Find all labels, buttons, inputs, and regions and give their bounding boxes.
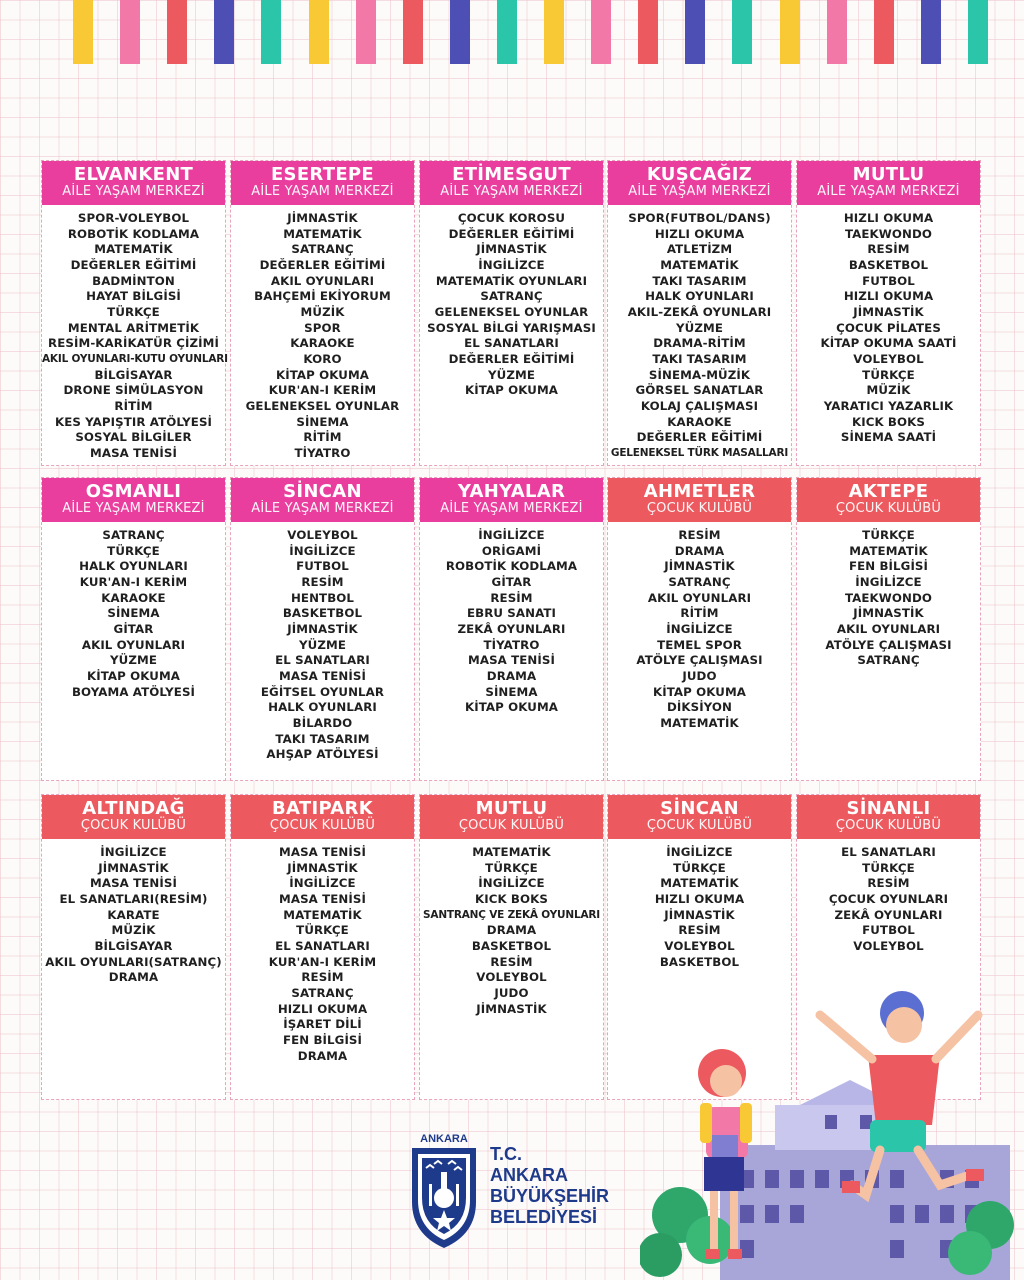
stripe (450, 0, 470, 64)
municipality-name (490, 1144, 609, 1228)
activity-item: VOLEYBOL (287, 528, 358, 542)
stripe (780, 0, 800, 64)
activity-item: GELENEKSEL OYUNLAR (434, 304, 589, 319)
activity-item: GELENEKSEL TÜRK MASALLARI (610, 446, 789, 459)
card-header (231, 795, 414, 839)
activity-item: EĞİTSEL OYUNLAR (260, 684, 385, 699)
stripe (497, 0, 517, 64)
activity-item: TÜRKÇE (862, 860, 915, 875)
activity-item: SATRANÇ (857, 653, 920, 668)
stripe (544, 0, 564, 64)
center-type: AİLE YAŞAM MERKEZİ (251, 501, 394, 516)
activity-item: TAKI TASARIM (652, 273, 747, 288)
activity-item: KARAOKE (667, 414, 732, 429)
activity-item: MATEMATİK (283, 226, 362, 241)
activity-item: EL SANATLARI (275, 653, 370, 668)
activity-item: RESİM-KARİKATÜR ÇİZİMİ (48, 336, 219, 351)
card-header (608, 478, 791, 522)
activity-item: GİTAR (113, 621, 154, 636)
logo-line-3: BÜYÜKŞEHİR (490, 1186, 610, 1206)
center-card (230, 160, 415, 466)
activity-item: ZEKÂ OYUNLARI (834, 907, 943, 922)
activity-item: KARATE (107, 907, 160, 922)
card-header (797, 478, 980, 522)
activity-item: JİMNASTİK (287, 621, 358, 636)
activity-item: DRAMA (486, 668, 537, 683)
stripe (403, 0, 423, 64)
activity-item: JİMNASTİK (476, 242, 547, 257)
stripe (309, 0, 329, 64)
ankara-emblem-icon (408, 1132, 480, 1250)
stripe (968, 0, 988, 64)
center-type: ÇOCUK KULÜBÜ (458, 818, 565, 833)
center-name: ELVANKENT (73, 164, 194, 185)
stripe (214, 0, 234, 64)
activity-item: YARATICI YAZARLIK (823, 398, 954, 413)
activity-item: HALK OYUNLARI (645, 289, 754, 304)
activity-item: BADMİNTON (92, 273, 175, 288)
activity-item: DRAMA-RİTİM (653, 336, 746, 351)
center-type: AİLE YAŞAM MERKEZİ (62, 501, 205, 516)
activity-item: ÇOCUK OYUNLARI (828, 891, 949, 906)
activity-item: SOSYAL BİLGİLER (75, 430, 192, 445)
card-header (420, 161, 603, 205)
activity-item: SATRANÇ (291, 985, 354, 1000)
activity-item: DİKSİYON (666, 700, 733, 715)
activity-item: KICK BOKS (852, 414, 925, 429)
activity-item: RESİM (867, 876, 910, 891)
center-type: ÇOCUK KULÜBÜ (646, 818, 753, 833)
activity-item: TEMEL SPOR (657, 637, 742, 652)
card-header (420, 795, 603, 839)
stripe (167, 0, 187, 64)
center-name: ETİMESGUT (452, 164, 571, 185)
activity-item: KİTAP OKUMA (652, 684, 747, 699)
activity-item: MATEMATİK (660, 715, 739, 730)
activity-item: JİMNASTİK (853, 304, 924, 319)
activity-item: TAKI TASARIM (652, 351, 747, 366)
activity-item: RİTİM (680, 606, 719, 621)
activity-item: VOLEYBOL (476, 970, 547, 985)
activity-item: GÖRSEL SANATLAR (635, 383, 764, 398)
activity-item: SATRANÇ (480, 289, 543, 304)
activity-item: SİNEMA-MÜZİK (648, 367, 751, 382)
activity-list (608, 205, 791, 462)
activity-item: SOSYAL BİLGİ YARIŞMASI (427, 320, 596, 335)
stripe (685, 0, 705, 64)
activity-item: KİTAP OKUMA (464, 383, 559, 398)
activity-item: DRAMA (297, 1048, 348, 1063)
activity-item: RESİM (301, 574, 344, 589)
activity-item: SPOR-VOLEYBOL (77, 211, 190, 225)
activity-item: SANTRANÇ VE ZEKÂ OYUNLARI (423, 908, 600, 921)
activity-item: DEĞERLER EĞİTİMİ (448, 226, 575, 241)
activity-item: EL SANATLARI(RESİM) (59, 891, 208, 906)
activity-list (231, 839, 414, 1064)
activity-item: BASKETBOL (282, 606, 363, 621)
activity-item: ATÖLYE ÇALIŞMASI (636, 653, 763, 668)
activity-item: ÇOCUK KOROSU (457, 211, 566, 225)
activity-item: VOLEYBOL (664, 938, 735, 953)
activity-list (608, 839, 791, 970)
activity-list (231, 205, 414, 462)
activity-item: FEN BİLGİSİ (282, 1032, 363, 1047)
activity-list (420, 205, 603, 399)
activity-item: AKIL OYUNLARI-KUTU OYUNLARI (42, 352, 228, 365)
activity-item: KİTAP OKUMA (275, 367, 370, 382)
stripe (356, 0, 376, 64)
activity-item: KİTAP OKUMA (86, 668, 181, 683)
emblem-label: ANKARA (420, 1133, 468, 1145)
stripe (874, 0, 894, 64)
activity-item: KOLAJ ÇALIŞMASI (640, 398, 759, 413)
activity-item: MATEMATİK (283, 907, 362, 922)
card-header (797, 795, 980, 839)
stripe (732, 0, 752, 64)
activity-item: İNGİLİZCE (478, 257, 545, 272)
activity-item: İNGİLİZCE (289, 543, 356, 558)
activity-item: MASA TENİSİ (90, 876, 177, 891)
activity-item: ROBOTİK KODLAMA (67, 226, 200, 241)
activity-item: MATEMATİK (660, 257, 739, 272)
activity-item: JİMNASTİK (287, 211, 358, 225)
activity-item: RESİM (678, 528, 721, 542)
center-name: SİNCAN (283, 481, 362, 502)
activity-item: KİTAP OKUMA (464, 700, 559, 715)
activity-item: VOLEYBOL (853, 938, 924, 953)
activity-item: RESİM (678, 923, 721, 938)
stripe (638, 0, 658, 64)
activity-item: İNGİLİZCE (289, 876, 356, 891)
activity-item: ATÖLYE ÇALIŞMASI (825, 637, 952, 652)
activity-item: BAHÇEMİ EKİYORUM (254, 289, 391, 304)
activity-item: KİTAP OKUMA SAATİ (820, 336, 957, 351)
center-name: AKTEPE (848, 481, 929, 502)
activity-item: İNGİLİZCE (478, 876, 545, 891)
activity-item: EL SANATLARI (464, 336, 559, 351)
activity-item: YÜZME (676, 320, 723, 335)
activity-item: SİNEMA (296, 414, 349, 429)
activity-item: MATEMATİK (849, 543, 928, 558)
activity-item: SİNEMA SAATİ (840, 430, 937, 445)
activity-item: DRAMA (108, 970, 159, 985)
center-name: BATIPARK (272, 798, 373, 819)
activity-item: YÜZME (110, 653, 157, 668)
activity-item: İNGİLİZCE (666, 845, 733, 859)
activity-item: VOLEYBOL (853, 351, 924, 366)
activity-item: HIZLI OKUMA (277, 1001, 368, 1016)
center-type: ÇOCUK KULÜBÜ (80, 818, 187, 833)
activity-item: MATEMATİK (94, 242, 173, 257)
activity-item: JİMNASTİK (664, 559, 735, 574)
activity-item: MASA TENİSİ (90, 445, 177, 460)
center-name: MUTLU (852, 164, 925, 185)
activity-item: RESİM (490, 954, 533, 969)
center-card (796, 160, 981, 466)
center-type: AİLE YAŞAM MERKEZİ (62, 184, 205, 199)
activity-item: FUTBOL (296, 559, 349, 574)
activity-item: MASA TENİSİ (279, 891, 366, 906)
activity-item: JİMNASTİK (287, 860, 358, 875)
activity-list (797, 205, 980, 446)
activity-item: İNGİLİZCE (100, 845, 167, 859)
activity-item: SATRANÇ (668, 574, 731, 589)
activity-item: MÜZİK (111, 923, 156, 938)
logo-line-4: BELEDİYESİ (490, 1207, 598, 1227)
center-card (607, 477, 792, 781)
activity-item: MATEMATİK (660, 876, 739, 891)
activity-item: FEN BİLGİSİ (848, 559, 929, 574)
activity-item: MÜZİK (300, 304, 345, 319)
activity-item: SPOR(FUTBOL/DANS) (628, 211, 771, 225)
activity-item: HALK OYUNLARI (268, 700, 377, 715)
center-type: AİLE YAŞAM MERKEZİ (817, 184, 960, 199)
activity-item: İNGİLİZCE (666, 621, 733, 636)
activity-item: GELENEKSEL OYUNLAR (245, 398, 400, 413)
center-type: ÇOCUK KULÜBÜ (269, 818, 376, 833)
activity-item: ATLETİZM (666, 242, 733, 257)
activity-item: KICK BOKS (475, 891, 548, 906)
activity-item: KUR'AN-I KERİM (79, 574, 188, 589)
activity-item: AKIL OYUNLARI (647, 590, 752, 605)
activity-item: EL SANATLARI (841, 845, 936, 859)
card-header (420, 478, 603, 522)
activity-item: JUDO (682, 668, 717, 683)
center-name: SİNANLI (846, 798, 931, 819)
activity-item: TÜRKÇE (862, 367, 915, 382)
activity-item: TÜRKÇE (296, 923, 349, 938)
activity-item: MÜZİK (866, 383, 911, 398)
stripe (591, 0, 611, 64)
activity-list (797, 839, 980, 955)
activity-item: KES YAPIŞTIR ATÖLYESİ (54, 414, 213, 429)
activity-item: HIZLI OKUMA (654, 226, 745, 241)
stripe (921, 0, 941, 64)
activity-item: AKIL-ZEKÂ OYUNLARI (627, 304, 772, 319)
card-header (42, 478, 225, 522)
decorative-stripes (0, 0, 1024, 64)
activity-item: SATRANÇ (291, 242, 354, 257)
card-header (608, 161, 791, 205)
center-name: ESERTEPE (270, 164, 375, 185)
activity-list (420, 839, 603, 1017)
center-card (230, 794, 415, 1100)
activity-list (420, 522, 603, 716)
activity-item: HIZLI OKUMA (654, 891, 745, 906)
activity-item: HAYAT BİLGİSİ (86, 289, 181, 304)
activity-list (42, 839, 225, 986)
center-card (41, 477, 226, 781)
activity-item: TAEKWONDO (844, 590, 933, 605)
activity-item: AKIL OYUNLARI (81, 637, 186, 652)
activity-item: AKIL OYUNLARI (836, 621, 941, 636)
center-card (419, 477, 604, 781)
activity-item: JİMNASTİK (664, 907, 735, 922)
center-type: ÇOCUK KULÜBÜ (835, 818, 942, 833)
activity-item: JİMNASTİK (853, 606, 924, 621)
activity-item: DRAMA (486, 923, 537, 938)
card-header (231, 478, 414, 522)
activity-item: TAEKWONDO (844, 226, 933, 241)
activity-item: BASKETBOL (848, 257, 929, 272)
activity-item: TİYATRO (483, 637, 540, 652)
activity-item: JİMNASTİK (98, 860, 169, 875)
activity-item: DEĞERLER EĞİTİMİ (259, 257, 386, 272)
logo-line-1: T.C. (490, 1144, 523, 1164)
activity-list (797, 522, 980, 669)
activity-item: HENTBOL (290, 590, 355, 605)
activity-item: KUR'AN-I KERİM (268, 954, 377, 969)
activity-item: İNGİLİZCE (855, 574, 922, 589)
activity-item: RESİM (867, 242, 910, 257)
center-card (230, 477, 415, 781)
activity-item: KORO (303, 351, 342, 366)
activity-item: TÜRKÇE (485, 860, 538, 875)
activity-item: TÜRKÇE (107, 543, 160, 558)
card-header (42, 161, 225, 205)
activity-item: ÇOCUK PİLATES (836, 320, 941, 335)
activity-item: JİMNASTİK (476, 1001, 547, 1016)
activity-item: SATRANÇ (102, 528, 165, 542)
activity-item: TÜRKÇE (673, 860, 726, 875)
activity-item: BİLARDO (292, 715, 353, 730)
center-type: ÇOCUK KULÜBÜ (835, 501, 942, 516)
center-name: SİNCAN (660, 798, 739, 819)
center-card (419, 794, 604, 1100)
center-name: OSMANLI (85, 481, 182, 502)
activity-item: BASKETBOL (471, 938, 552, 953)
activity-item: DRONE SİMÜLASYON (63, 383, 204, 398)
activity-item: MASA TENİSİ (468, 653, 555, 668)
center-type: AİLE YAŞAM MERKEZİ (251, 184, 394, 199)
activity-item: KARAOKE (290, 336, 355, 351)
activity-item: FUTBOL (862, 273, 915, 288)
center-card (419, 160, 604, 466)
activity-item: TAKI TASARIM (275, 731, 370, 746)
activity-list (608, 522, 791, 732)
activity-item: RİTİM (114, 398, 153, 413)
stripe (120, 0, 140, 64)
activity-item: SPOR (304, 320, 341, 335)
activity-item: EBRU SANATI (466, 606, 557, 621)
center-type: AİLE YAŞAM MERKEZİ (628, 184, 771, 199)
center-name: YAHYALAR (457, 481, 566, 502)
activity-item: FUTBOL (862, 923, 915, 938)
activity-item: DEĞERLER EĞİTİMİ (70, 257, 197, 272)
activity-item: RESİM (301, 970, 344, 985)
center-card (796, 477, 981, 781)
activity-list (231, 522, 414, 763)
activity-item: HIZLI OKUMA (843, 211, 934, 225)
activity-item: MENTAL ARİTMETİK (67, 320, 200, 335)
activity-item: BOYAMA ATÖLYESİ (71, 684, 196, 699)
center-name: AHMETLER (643, 481, 756, 502)
activity-item: TÜRKÇE (107, 304, 160, 319)
activity-item: AKIL OYUNLARI(SATRANÇ) (45, 954, 222, 969)
activity-item: SİNEMA (107, 606, 160, 621)
center-type: ÇOCUK KULÜBÜ (646, 501, 753, 516)
activity-item: MASA TENİSİ (279, 845, 366, 859)
activity-item: JUDO (494, 985, 529, 1000)
activity-item: YÜZME (488, 367, 535, 382)
children-jumping-illustration (640, 985, 1024, 1280)
center-card (607, 160, 792, 466)
activity-item: ROBOTİK KODLAMA (445, 559, 578, 574)
activity-item: AHŞAP ATÖLYESİ (266, 747, 379, 762)
center-name: KUŞCAĞIZ (646, 164, 753, 185)
activity-item: DEĞERLER EĞİTİMİ (448, 351, 575, 366)
card-header (608, 795, 791, 839)
activity-item: HIZLI OKUMA (843, 289, 934, 304)
stripe (261, 0, 281, 64)
activity-item: SİNEMA (485, 684, 538, 699)
activity-item: MASA TENİSİ (279, 668, 366, 683)
activity-item: ORİGAMİ (481, 543, 542, 558)
activity-item: MATEMATİK OYUNLARI (435, 273, 588, 288)
activity-list (42, 522, 225, 700)
activity-item: MATEMATİK (472, 845, 551, 859)
card-header (42, 795, 225, 839)
activity-item: AKIL OYUNLARI (270, 273, 375, 288)
activity-item: BASKETBOL (659, 954, 740, 969)
activity-list (42, 205, 228, 462)
card-header (231, 161, 414, 205)
stripe (73, 0, 93, 64)
activity-item: HALK OYUNLARI (79, 559, 188, 574)
activity-item: GİTAR (491, 574, 532, 589)
activity-item: BİLGİSAYAR (94, 938, 173, 953)
center-type: AİLE YAŞAM MERKEZİ (440, 501, 583, 516)
center-card (41, 160, 226, 466)
activity-item: EL SANATLARI (275, 938, 370, 953)
activity-item: KUR'AN-I KERİM (268, 383, 377, 398)
center-card (41, 794, 226, 1100)
activity-item: TİYATRO (294, 445, 351, 460)
stripe (827, 0, 847, 64)
activity-item: ZEKÂ OYUNLARI (457, 621, 566, 636)
center-type: AİLE YAŞAM MERKEZİ (440, 184, 583, 199)
activity-item: YÜZME (299, 637, 346, 652)
activity-item: DEĞERLER EĞİTİMİ (636, 430, 763, 445)
activity-item: İŞARET DİLİ (283, 1017, 362, 1032)
activity-item: DRAMA (674, 543, 725, 558)
activity-item: BİLGİSAYAR (94, 367, 173, 382)
activity-item: TÜRKÇE (862, 528, 915, 542)
activity-item: RİTİM (303, 430, 342, 445)
activity-item: İNGİLİZCE (478, 528, 545, 542)
logo-line-2: ANKARA (490, 1165, 568, 1185)
center-name: ALTINDAĞ (82, 798, 185, 819)
center-name: MUTLU (475, 798, 548, 819)
activity-item: RESİM (490, 590, 533, 605)
card-header (797, 161, 980, 205)
activity-item: KARAOKE (101, 590, 166, 605)
